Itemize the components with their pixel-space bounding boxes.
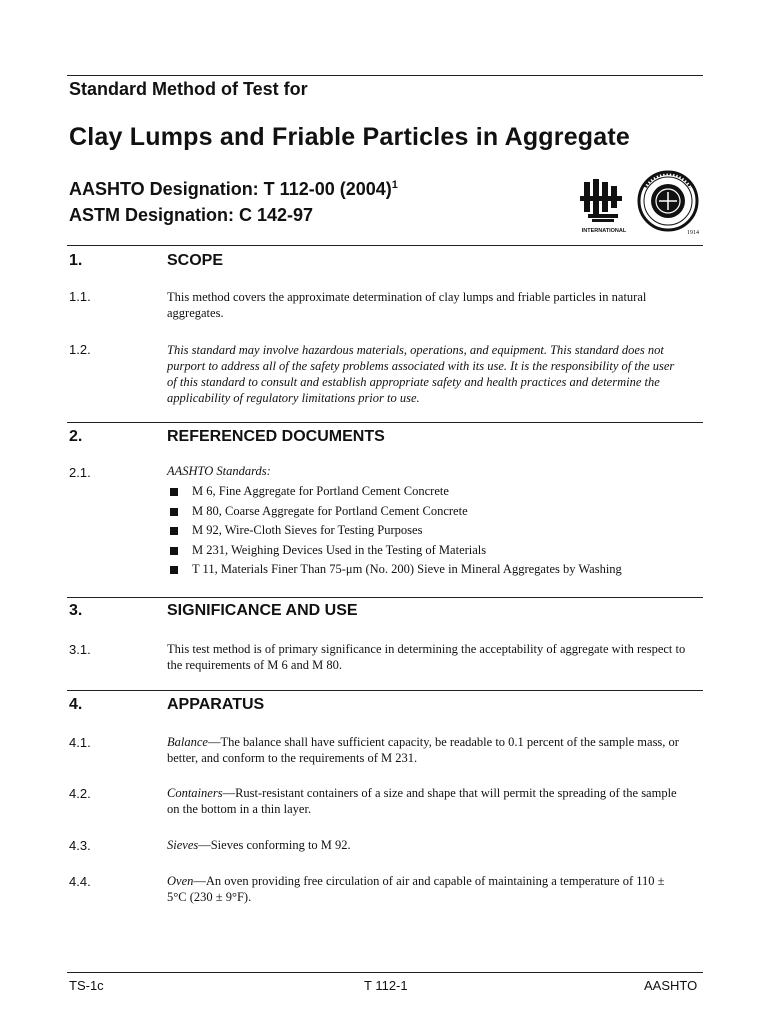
aashto-designation-text: AASHTO Designation: T 112-00 (2004) [69, 179, 392, 199]
section-title: SIGNIFICANCE AND USE [167, 602, 358, 619]
supertitle: Standard Method of Test for [69, 79, 308, 99]
bullet-icon [170, 566, 178, 574]
item-lead: Containers [167, 786, 223, 800]
section-number: 2. [69, 428, 83, 445]
page-title: Clay Lumps and Friable Particles in Aggregate [69, 123, 631, 151]
item-body: —Rust-resistant containers of a size and shape that will permit the spreading of the sample on the bottom in a thin layer. [167, 786, 677, 816]
section-rule [67, 245, 703, 246]
item-number: 1.1. [69, 289, 91, 304]
aashto-designation [69, 179, 398, 200]
list-item-text: M 231, Weighing Devices Used in the Testing of Materials [192, 542, 487, 557]
reference-list [167, 482, 697, 580]
item-heading: AASHTO Standards: [167, 464, 271, 478]
item-text: This test method is of primary significance in determining the acceptability of aggregate with respect to the requirements of M 6 and M 80. [167, 642, 686, 672]
list-item [167, 502, 697, 522]
list-item [167, 521, 697, 541]
list-item [167, 541, 697, 561]
section-rule [67, 422, 703, 423]
item-number: 4.3. [69, 838, 91, 853]
list-item-text: M 92, Wire-Cloth Sieves for Testing Purposes [192, 523, 423, 538]
logo-text: INTERNATIONAL [581, 228, 627, 234]
item-text [167, 837, 687, 853]
section-title: APPARATUS [167, 696, 265, 713]
aashto-seal-icon [637, 165, 699, 243]
section-number: 3. [69, 602, 83, 619]
item-lead: Balance [167, 735, 208, 749]
bullet-icon [170, 508, 178, 516]
footer-right: AASHTO [644, 978, 698, 993]
section-title: REFERENCED DOCUMENTS [167, 428, 385, 445]
item-text: This method covers the approximate determination of clay lumps and friable particles in natural aggregates. [167, 290, 647, 320]
seal-year: 1914 [687, 230, 699, 236]
item-lead: Oven [167, 874, 194, 888]
footer-left: TS-1c [69, 978, 104, 993]
item-text [167, 785, 687, 817]
bullet-icon [170, 488, 178, 496]
section-title: SCOPE [167, 252, 224, 269]
item-number: 1.2. [69, 342, 91, 357]
item-text [167, 734, 687, 766]
list-item [167, 560, 697, 580]
item-number: 2.1. [69, 465, 91, 480]
item-text [167, 873, 687, 905]
list-item [167, 482, 697, 502]
item-text: This standard may involve hazardous materials, operations, and equipment. This standard does not purport to address all of the safety problems associated with its use. It is the responsibility of the user of this standard to consult and establish appropriate safety and health practices and determine the applicability of regulatory limitations prior to use. [167, 343, 675, 405]
footer-rule [67, 972, 703, 973]
astm-designation: ASTM Designation: C 142-97 [69, 205, 314, 225]
aashto-footnote-mark: 1 [391, 179, 398, 191]
section-number: 1. [69, 252, 83, 269]
item-body: —The balance shall have sufficient capacity, be readable to 0.1 percent of the sample mass, or better, and conform to the requirements of M 231. [167, 735, 679, 765]
bullet-icon [170, 527, 178, 535]
page-number: T 112-1 [364, 978, 408, 993]
section-rule [67, 597, 703, 598]
list-item-text: M 6, Fine Aggregate for Portland Cement Concrete [192, 484, 449, 498]
section-number: 4. [69, 696, 83, 713]
item-number: 4.1. [69, 735, 91, 750]
item-body: —An oven providing free circulation of air and capable of maintaining a temperature of 110 ± 5°C (230 ± 9°F). [167, 874, 665, 904]
list-item-text: T 11, Materials Finer Than 75-μm (No. 200) Sieve in Mineral Aggregates by Washing [192, 562, 622, 577]
item-number: 3.1. [69, 642, 91, 657]
astm-logo-icon [574, 176, 634, 234]
item-body: —Sieves conforming to M 92. [198, 838, 351, 852]
section-rule [67, 690, 703, 691]
item-lead: Sieves [167, 838, 199, 852]
top-rule [67, 75, 703, 76]
item-number: 4.2. [69, 786, 91, 801]
bullet-icon [170, 547, 178, 555]
item-number: 4.4. [69, 874, 91, 889]
list-item-text: M 80, Coarse Aggregate for Portland Cement Concrete [192, 503, 468, 518]
